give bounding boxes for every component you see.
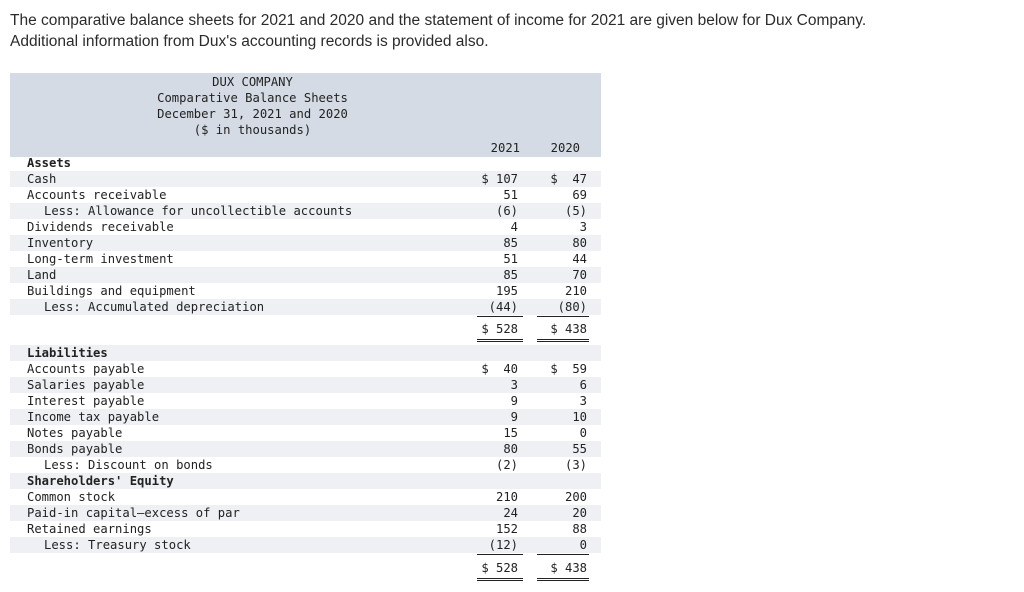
value-2020: 210 bbox=[564, 284, 587, 298]
value-2021: 85 bbox=[503, 236, 518, 250]
value-2020: 70 bbox=[572, 268, 587, 282]
value-2021: 4 bbox=[510, 220, 518, 234]
table-row bbox=[10, 235, 601, 251]
value-2021: 80 bbox=[503, 442, 518, 456]
row-label: Less: Discount on bonds bbox=[44, 458, 213, 472]
equity-heading-row bbox=[10, 473, 601, 489]
section-heading: Shareholders' Equity bbox=[27, 474, 174, 488]
total-double-rule bbox=[477, 341, 523, 342]
row-label: Inventory bbox=[27, 236, 94, 250]
value-2020: $ 59 bbox=[550, 362, 587, 376]
row-label: Bonds payable bbox=[27, 442, 123, 456]
value-2021: 9 bbox=[510, 394, 518, 408]
row-label: Common stock bbox=[27, 490, 116, 504]
table-row bbox=[10, 203, 601, 219]
total-double-rule bbox=[477, 339, 523, 340]
value-2020: (80) bbox=[557, 300, 587, 314]
table-row bbox=[10, 299, 601, 315]
assets-heading-row bbox=[10, 155, 601, 171]
row-label: Income tax payable bbox=[27, 410, 160, 424]
table-row bbox=[10, 521, 601, 537]
total-double-rule bbox=[537, 578, 589, 579]
value-2021: 9 bbox=[510, 410, 518, 424]
value-2020: (3) bbox=[564, 458, 587, 472]
value-2020: (5) bbox=[564, 204, 587, 218]
table-row bbox=[10, 267, 601, 283]
column-header-2021: 2021 bbox=[490, 141, 520, 155]
value-2021: 24 bbox=[503, 506, 518, 520]
table-row bbox=[10, 393, 601, 409]
total-double-rule bbox=[537, 339, 589, 340]
table-row bbox=[10, 171, 601, 187]
total-2020: $ 438 bbox=[550, 322, 587, 336]
value-2020: 44 bbox=[572, 252, 587, 266]
row-label: Cash bbox=[27, 172, 57, 186]
subtotal-rule bbox=[537, 316, 589, 317]
value-2021: (44) bbox=[488, 300, 518, 314]
total-2021: $ 528 bbox=[481, 561, 518, 575]
row-label: Land bbox=[27, 268, 57, 282]
subtotal-rule bbox=[537, 554, 589, 555]
row-label: Less: Treasury stock bbox=[44, 538, 191, 552]
value-2020: 0 bbox=[579, 538, 587, 552]
table-row bbox=[10, 219, 601, 235]
value-2021: 15 bbox=[503, 426, 518, 440]
value-2020: 3 bbox=[579, 220, 587, 234]
value-2021: 195 bbox=[495, 284, 518, 298]
section-heading: Assets bbox=[27, 156, 72, 170]
sheet-units: ($ in thousands) bbox=[193, 123, 312, 137]
value-2020: 55 bbox=[572, 442, 587, 456]
assets-total-row bbox=[10, 321, 601, 337]
value-2021: $ 40 bbox=[481, 362, 518, 376]
row-label: Less: Allowance for uncollectible accounts bbox=[44, 204, 353, 218]
row-label: Accounts payable bbox=[27, 362, 145, 376]
sheet-date: December 31, 2021 and 2020 bbox=[157, 107, 348, 121]
balance-sheet bbox=[10, 73, 601, 583]
row-label: Interest payable bbox=[27, 394, 145, 408]
section-heading: Liabilities bbox=[27, 346, 108, 360]
row-label: Dividends receivable bbox=[27, 220, 174, 234]
value-2021: 210 bbox=[495, 490, 518, 504]
sheet-title: Comparative Balance Sheets bbox=[157, 91, 348, 105]
subtotal-rule bbox=[477, 554, 523, 555]
intro-line-1: The comparative balance sheets for 2021 and 2020 and the statement of income for 2021 are given below for Dux Company. bbox=[10, 12, 867, 29]
sheet-header bbox=[10, 73, 601, 157]
table-row bbox=[10, 251, 601, 267]
total-double-rule bbox=[477, 580, 523, 581]
liabilities-equity-total-row bbox=[10, 560, 601, 576]
row-label: Notes payable bbox=[27, 426, 123, 440]
value-2021: (2) bbox=[495, 458, 518, 472]
row-label: Paid-in capital—excess of par bbox=[27, 506, 240, 520]
value-2020: $ 47 bbox=[550, 172, 587, 186]
row-label: Less: Accumulated depreciation bbox=[44, 300, 265, 314]
value-2021: 152 bbox=[495, 522, 518, 536]
value-2020: 3 bbox=[579, 394, 587, 408]
value-2021: 51 bbox=[503, 252, 518, 266]
table-row bbox=[10, 377, 601, 393]
value-2020: 10 bbox=[572, 410, 587, 424]
value-2021: 51 bbox=[503, 188, 518, 202]
table-row bbox=[10, 441, 601, 457]
value-2021: (12) bbox=[488, 538, 518, 552]
table-row bbox=[10, 505, 601, 521]
row-label: Long-term investment bbox=[27, 252, 174, 266]
table-row bbox=[10, 537, 601, 553]
table-row bbox=[10, 361, 601, 377]
table-row bbox=[10, 283, 601, 299]
row-label: Buildings and equipment bbox=[27, 284, 196, 298]
value-2020: 6 bbox=[579, 378, 587, 392]
company-name: DUX COMPANY bbox=[212, 75, 293, 89]
table-row bbox=[10, 409, 601, 425]
total-2021: $ 528 bbox=[481, 322, 518, 336]
total-double-rule bbox=[537, 580, 589, 581]
value-2020: 20 bbox=[572, 506, 587, 520]
value-2021: 3 bbox=[510, 378, 518, 392]
value-2021: $ 107 bbox=[481, 172, 518, 186]
row-label: Retained earnings bbox=[27, 522, 152, 536]
table-row bbox=[10, 187, 601, 203]
table-row bbox=[10, 457, 601, 473]
value-2020: 88 bbox=[572, 522, 587, 536]
value-2020: 80 bbox=[572, 236, 587, 250]
table-row bbox=[10, 425, 601, 441]
intro-text bbox=[10, 10, 1010, 52]
liabilities-heading-row bbox=[10, 345, 601, 361]
value-2021: 85 bbox=[503, 268, 518, 282]
total-double-rule bbox=[477, 578, 523, 579]
value-2021: (6) bbox=[495, 204, 518, 218]
intro-line-2: Additional information from Dux's accounting records is provided also. bbox=[10, 33, 489, 50]
table-row bbox=[10, 489, 601, 505]
value-2020: 200 bbox=[564, 490, 587, 504]
value-2020: 0 bbox=[579, 426, 587, 440]
row-label: Salaries payable bbox=[27, 378, 145, 392]
value-2020: 69 bbox=[572, 188, 587, 202]
total-double-rule bbox=[537, 341, 589, 342]
subtotal-rule bbox=[477, 316, 523, 317]
column-header-2020: 2020 bbox=[550, 141, 580, 155]
total-2020: $ 438 bbox=[550, 561, 587, 575]
row-label: Accounts receivable bbox=[27, 188, 167, 202]
